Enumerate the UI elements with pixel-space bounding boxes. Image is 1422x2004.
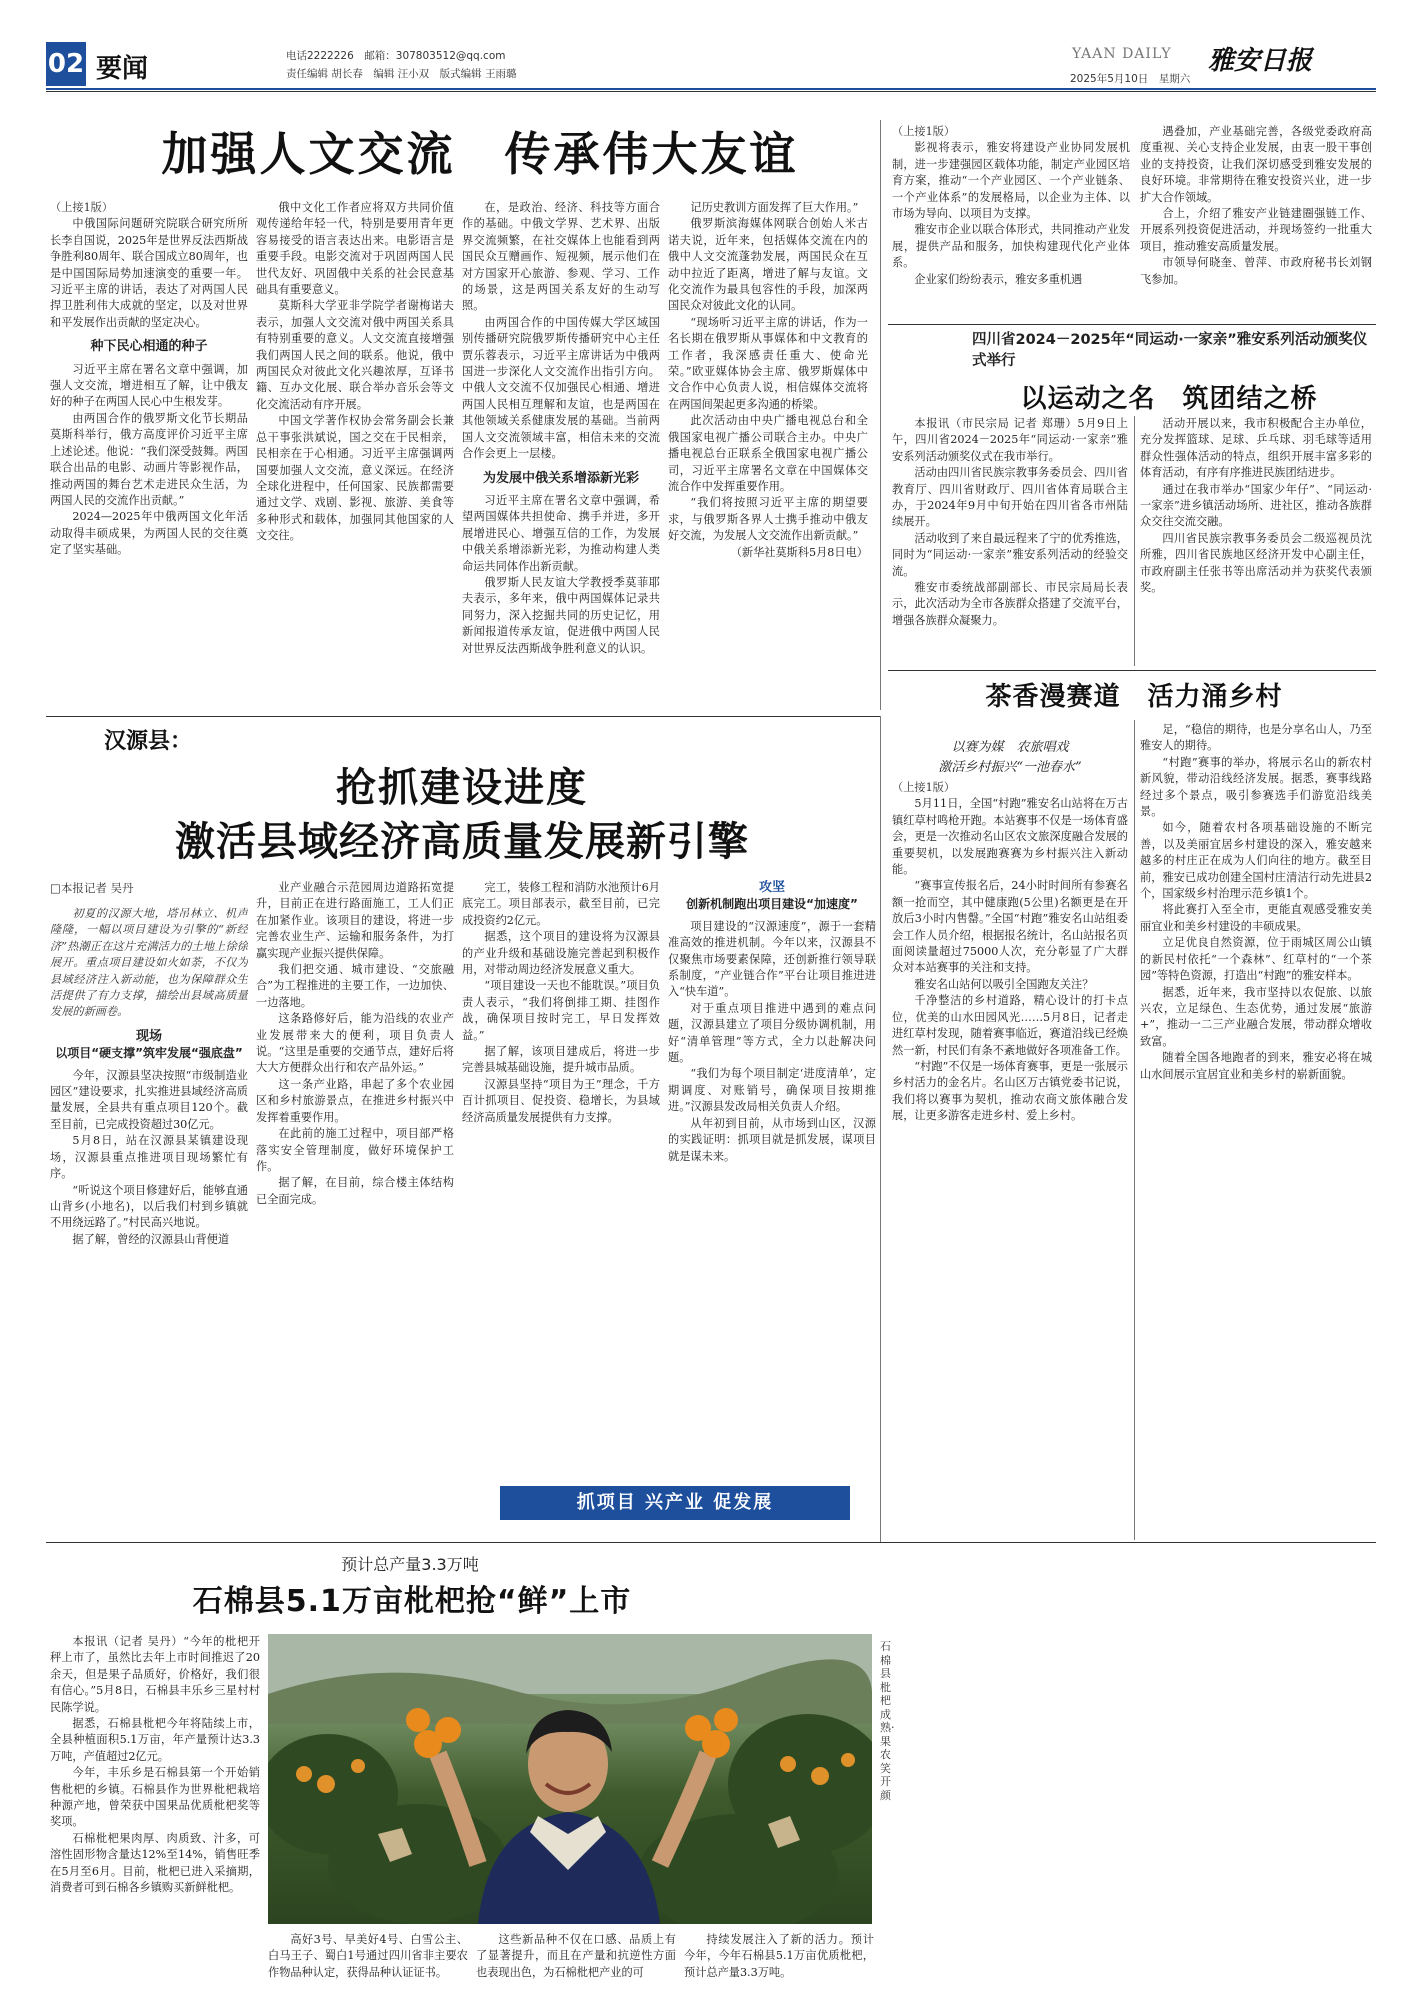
section-name: 要闻 bbox=[96, 54, 149, 84]
article6-column-1: 本报讯（记者 吴丹）“今年的枇杷开秤上市了，虽然比去年上市时间推迟了20余天，但是果子品质好，价格好，我们很有信心。”5月8日，石棉县丰乐乡三星村村民陈学说。 据悉，石棉县枇杷今年将陆续上市，全县种植面积5.1万亩，年产量预计达3.3万吨，产值超过2亿元。 今年，丰乐乡是石棉县第一个开始销售枇杷的乡镇。石棉县作为世界枇杷栽培种源产地，曾荣获中国果品优质枇杷奖等奖项。 石棉枇杷果肉厚、肉质致、汁多，可溶性固形物含量达12%至14%，销售旺季在5月至6月。目前，枇杷已进入采摘期，消费者可到石棉各乡镇购买新鲜枇杷。 bbox=[50, 1635, 260, 1895]
contact-line: 电话2222226 邮箱：307803512@qq.com bbox=[286, 50, 506, 62]
article4-column-1: （上接1版） 5月11日，全国“村跑”雅安名山站将在万古镇红草村鸣枪开跑。本站赛事不仅是一场体育盛会，更是一次推动名山区农文旅深度融合发展的重要契机，以发展跑赛赛为乡村振兴注入新动能。 “赛事宣传报名后，24小时时间所有参赛名额一抢而空，其中健康跑(5公里)名额更是在开放后3小时内售罄。”全国“村跑”雅安名山站组委会工作人员介绍，根据报名统计，名山站报名页面阅读量超过75000人次，充分彰显了广大群众对本站赛事的关注和支持。 雅安名山站何以吸引全国跑友关注？ 千净整洁的乡村道路，精心设计的打卡点位，优美的山水田园风光……5月8日，记者走进红草村发现，随着赛事临近，赛道沿线已经焕然一新，村民们有条不紊地做好各项准备工作。 “村跑”不仅是一场体育赛事，更是一张展示乡村活力的金名片。名山区万古镇党委书记说，我们将以赛事为契机，推动农商文旅体融合发展，让更多游客走进乡村、爱上乡村。 bbox=[892, 781, 1128, 1123]
article3-kicker: 四川省2024－2025年“同运动·一家亲”雅安系列活动颁奖仪式举行 bbox=[972, 332, 1368, 369]
paper-name-en: YAAN DAILY bbox=[1072, 46, 1172, 62]
subhead-seeds: 种下民心相通的种子 bbox=[90, 339, 208, 355]
article4-kicker-1: 以赛为媒 农旅唱戏 bbox=[951, 740, 1069, 755]
article2-column-1: （上接1版） 影视将表示，雅安将建设产业协同发展机制，进一步建强园区载体功能，制定产业园区培育方案，推动“一个产业园区、一个产业链条、一个产业体系”的发展格局，以企业为主体、以市场为导向、以项目为支撑。 雅安市企业以联合体形式，共同推动产业发展，提供产品和服务，加快构建现代化产业体系。 企业家们纷纷表示，雅安多重机遇 bbox=[892, 125, 1130, 286]
article-title-culture-exchange: 加强人文交流 传承伟大友谊 bbox=[161, 127, 799, 181]
article6-kicker: 预计总产量3.3万吨 bbox=[341, 1555, 479, 1574]
article5-county-label: 汉源县： bbox=[104, 729, 193, 754]
editors-line: 责任编辑 胡长春 编辑 汪小双 版式编辑 王雨璐 bbox=[286, 68, 517, 80]
article5-column-4: 攻坚 创新机制跑出项目建设“加速度” 项目建设的“汉源速度”，源于一套精准高效的推进机制。今年以来，汉源县不仅聚焦市场要素保障，还创新推行领导联系制度，“产业链合作”平台让项目推进进入“快车道”。 对于重点项目推进中遇到的难点问题，汉源县建立了项目分级协调机制，用好“清单管理”等方式，全力以赴解决问题。 “我们为每个项目制定‘进度清单’，定期调度、对账销号，确保项目按期推进。”汉源县发改局相关负责人介绍。 从年初到目前，从市场到山区，汉源的实践证明：抓项目就是抓发展，谋项目就是谋未来。 bbox=[668, 880, 876, 1163]
article1-column-2: 俄中文化工作者应将双方共同价值观传递给年轻一代，特别是要用青年更容易接受的语言表达出来。电影语言是重要手段。电影交流对于巩固两国人民世代友好、巩固俄中关系的社会民意基础具有重要意义。 莫斯科大学亚非学院学者谢梅诺夫表示，加强人文交流对俄中两国关系具有特别重要的意义。人文交流直接增强我们两国人民之间的联系。他说，俄中两国民众对彼此文化兴趣浓厚，互译书籍、互办文化展、联合举办音乐会等文化交流活动有序开展。 中国文学著作权协会常务副会长兼总干事张洪斌说，国之交在于民相亲，民相亲在于心相通。习近平主席强调两国要加强人文交流，意义深远。在经济全球化进程中，任何国家、民族都需要通过文学、戏剧、影视、旅游、美食等多种形式和载体，加强同其他国家的人文交往。 bbox=[256, 201, 454, 543]
subhead-tackle: 攻坚 bbox=[758, 880, 785, 895]
article5-column-3: 完工，装修工程和消防水池预计6月底完工。项目部表示，截至目前，已完成投资约2亿元。 据悉，这个项目的建设将为汉源县的产业升级和基础设施完善起到积极作用，对带动周边经济发展意义重大。 “项目建设一天也不能耽误。”项目负责人表示，“我们将倒排工期、挂图作战，确保项目按时完工，早日发挥效益。” 据了解，该项目建成后，将进一步完善县城基础设施，提升城市品质。 汉源县坚持“项目为王”理念，千方百计抓项目、促投资、稳增长，为县域经济高质量发展提供有力支撑。 bbox=[462, 881, 660, 1124]
article6-column-4: 持续发展注入了新的活力。预计今年，今年石棉县5.1万亩优质枇杷，预计总产量3.3万吨。 bbox=[684, 1933, 874, 1979]
issue-date: 2025年5月10日 星期六 bbox=[1070, 73, 1191, 85]
paper-name-cn: 雅安日报 bbox=[1208, 46, 1313, 76]
article4-column-2: 足，“稳信的期待，也是分享名山人，乃至雅安人的期待。 “村跑”赛事的举办，将展示名山的新农村新风貌，带动沿线经济发展。据悉，赛事线路经过多个景点，吸引参赛选手们游览沿线美景。 如今，随着农村各项基础设施的不断完善，以及美丽宜居乡村建设的深入，雅安越来越多的村庄正在成为人们向往的地方。截至目前，雅安已成功创建全国村庄清洁行动先进县2个，国家级乡村治理示范乡镇1个。 将此赛打入至全市，更能直观感受雅安美丽宜业和美乡村建设的丰硕成果。 立足优良自然资源，位于雨城区周公山镇的新民村依托“一个森林”、红草村的“一个茶园”等特色资源，打造出“村跑”的雅安样本。 据悉，近年来，我市坚持以农促旅、以旅兴农，立足绿色、生态优势，通过发展“旅游+”，推动一二三产业融合发展，带动群众增收致富。 随着全国各地跑者的到来，雅安必将在城山水间展示宜居宜业和美乡村的崭新面貌。 bbox=[1140, 723, 1372, 1081]
article5-title-line-1: 抢抓建设进度 bbox=[336, 765, 588, 811]
article4-title: 茶香漫赛道 活力涌乡村 bbox=[985, 682, 1283, 712]
article6-title: 石棉县5.1万亩枇杷抢“鲜”上市 bbox=[192, 1584, 632, 1619]
subhead-tackle-line: 创新机制跑出项目建设“加速度” bbox=[686, 897, 858, 912]
article3-column-2: 活动开展以来，我市积极配合主办单位，充分发挥篮球、足球、乒乓球、羽毛球等适用群众性强体活动的特点，组织开展丰富多彩的体育活动，有序有序推进民族团结进步。 通过在我市举办“国家少年仔”、“同运动·一家亲”进乡镇活动场所、进社区，推动各族群众交往交流交融。 四川省民族宗教事务委员会二级巡视员沈所雅，四川省民族地区经济开发中心副主任，市政府副主任张书等出席活动并为获奖代表颁奖。 bbox=[1140, 417, 1372, 595]
article1-column-1: （上接1版） 中俄国际问题研究院联合研究所所长李自国说，2025年是世界反法西斯战争胜利80周年、联合国成立80周年，也是中国国际局势加速演变的重要一年。习近平主席的讲话，表达了对两国人民捍卫胜利伟大成就的坚定，以及对世界和平发展作出贡献的坚定决心。 种下民心相通的种子 习近平主席在署名文章中强调，加强人文交流，增进相互了解，让中俄友好的种子在两国人民心中生根发芽。 由两国合作的俄罗斯文化节长期品莫斯科举行，俄方高度评价习近平主席上述论述。他说：“我们深受鼓舞。两国联合出品的电影、动画片等影视作品，推动两国的舞台艺术走进民众生活，为两国人民的交流作出贡献。” 2024—2025年中俄两国文化年活动取得丰硕成果，为两国人民的交往奠定了坚实基础。 bbox=[50, 201, 248, 557]
article3-title: 以运动之名 筑团结之桥 bbox=[1020, 384, 1318, 414]
article3-column-1: 本报讯（市民宗局 记者 郑珊）5月9日上午，四川省2024－2025年“同运动·一家亲”雅安系列活动颁奖仪式在我市举行。 活动由四川省民族宗教事务委员会、四川省教育厅、四川省财政厅、四川省体育局联合主办，于2024年9月中旬开始在四川省各市州陆续展开。 活动收到了来自最远程来了宁的优秀推选，同时为“同运动·一家亲”雅安系列活动的经验交流。 雅安市委统战部副部长、市民宗局局长表示，此次活动为全市各族群众搭建了交流平台，增强各族群众凝聚力。 bbox=[892, 417, 1128, 627]
article5-title-line-2: 激活县域经济高质量发展新引擎 bbox=[175, 819, 749, 865]
loquat-farmer-photo bbox=[268, 1634, 872, 1924]
article6-column-3: 这些新品种不仅在口感、品质上有了显著提升，而且在产量和抗逆性方面也表现出色，为石棉枇杷产业的可 bbox=[476, 1933, 676, 1979]
article4-kicker-2: 激活乡村振兴“一池春水” bbox=[938, 760, 1082, 775]
subhead-scene: 现场 bbox=[135, 1028, 162, 1044]
article5-byline: □本报记者 吴丹 bbox=[50, 881, 134, 895]
article5-column-1: 初夏的汉源大地，塔吊林立、机声隆隆，一幅以项目建设为引擎的“新经济”热潮正在这片充满活力的土地上徐徐展开。重点项目建设如火如荼，不仅为县域经济注入新动能，也为保障群众生活提供了有力支撑，描绘出县域高质量发展的新画卷。 现场 以项目“硬支撑”筑牢发展“强底盘” 今年，汉源县坚决按照“市级制造业园区”建设要求，扎实推进县域经济高质量发展，全县共有重点项目120个。截至目前，已完成投资超过30亿元。 5月8日，站在汉源县某镇建设现场，汉源县重点推进项目现场繁忙有序。 “听说这个项目修建好后，能够直通山背乡(小地名)，以后我们村到乡镇就不用绕远路了。”村民高兴地说。 据了解，曾经的汉源县山背便道 bbox=[50, 907, 248, 1246]
article1-column-3: 在，是政治、经济、科技等方面合作的基础。中俄文学界、艺术界、出版界交流频繁，在社交媒体上也能看到两国民众互赠画作、短视频，展示他们在对方国家开心旅游、参观、学习、工作的场景，这是两国关系友好的生动写照。 由两国合作的中国传媒大学区域国别传播研究院俄罗斯传播研究中心主任贾乐蓉表示，习近平主席讲话为中俄两国进一步深化人文交流作出指引方向。中俄人文交流不仅加强民心相通、增进两国人民相互理解和友谊，也是两国在其他领域关系健康发展的基础。当前两国人文交流领域丰富，相信未来的交流合作会更上一层楼。 为发展中俄关系增添新光彩 习近平主席在署名文章中强调，希望两国媒体共担使命、携手并进，多开展增进民心、增强互信的工作，为发展中俄关系增添新光彩，为推动构建人类命运共同体作出新贡献。 俄罗斯人民友谊大学教授季莫菲耶夫表示，多年来，俄中两国媒体记录共同努力，深入挖掘共同的历史记忆，用新闻报道传承友谊，促进俄中两国人民对世界反法西斯战争胜利意义的认识。 bbox=[462, 201, 660, 655]
subhead-new-luster: 为发展中俄关系增添新光彩 bbox=[482, 470, 639, 486]
page-number-badge: 02 bbox=[46, 42, 86, 86]
article1-column-4: 记历史教训方面发挥了巨大作用。” 俄罗斯滨海媒体网联合创始人米古诺夫说，近年来，包括媒体交流在内的俄中人文交流蓬勃发展，两国民众在互动中拉近了距离，增进了解与友谊。文化交流作为最具包容性的手段，加深两国民众对彼此文化的认同。 “现场听习近平主席的讲话，作为一名长期在俄罗斯从事媒体和中文教育的工作者，我深感责任重大、使命光荣。”欧亚媒体协会主席、俄罗斯媒体中文合作中心负责人说，相信媒体交流将在两国间架起更多沟通的桥梁。 此次活动由中央广播电视总台和全俄国家电视广播公司联合主办。中央广播电视总台正联系全俄国家电视广播公司，习近平主席署名文章在中国媒体交流合作中发挥重要作用。 “我们将按照习近平主席的期望要求，与俄罗斯各界人士携手推动中俄友好交流，为发展人文交流作出新贡献。” （新华社莫斯科5月8日电） bbox=[668, 201, 868, 559]
subhead-scene-line: 以项目“硬支撑”筑牢发展“强底盘” bbox=[55, 1046, 243, 1061]
article5-column-2: 业产业融合示范园周边道路拓宽提升，目前正在进行路面施工，工人们正在加紧作业。该项目的建设，将进一步完善农业生产、运输和服务条件，为打赢实现产业振兴提供保障。 我们把交通、城市建设、“交旅融合”为工程推进的主要工作，一边加快、一边落地。 这条路修好后，能为沿线的农业产业发展带来大的便利，项目负责人说。“这里是重要的交通节点，建好后将大大方便群众出行和农产品外运。” 这一条产业路，串起了多个农业园区和乡村旅游景点，在推进乡村振兴中发挥着重要作用。 在此前的施工过程中，项目部严格落实安全管理制度，做好环境保护工作。 据了解，在目前，综合楼主体结构已全面完成。 bbox=[256, 881, 454, 1206]
article6-column-2: 高好3号、早美好4号、白雪公主、白马王子、蜀白1号通过四川省非主要农作物品种认定，获得品种认证证书。 bbox=[268, 1933, 468, 1979]
slogan-banner: 抓项目 兴产业 促发展 bbox=[500, 1486, 850, 1520]
article2-column-2: 遇叠加，产业基础完善，各级党委政府高度重视、关心支持企业发展，由衷一股干事创业的支持投资，让我们深切感受到雅安发展的良好环境。非常期待在雅安投资兴业，进一步扩大合作领域。 合上，介绍了雅安产业链建圈强链工作、开展系列投资促进活动，并现场签约一批重大项目，推动雅安高质量发展。 市领导何晓奎、曾萍、市政府秘书长刘钢飞参加。 bbox=[1140, 125, 1372, 286]
photo-caption: 石棉县枇杷成熟·果农笑开颜 bbox=[880, 1640, 895, 1802]
